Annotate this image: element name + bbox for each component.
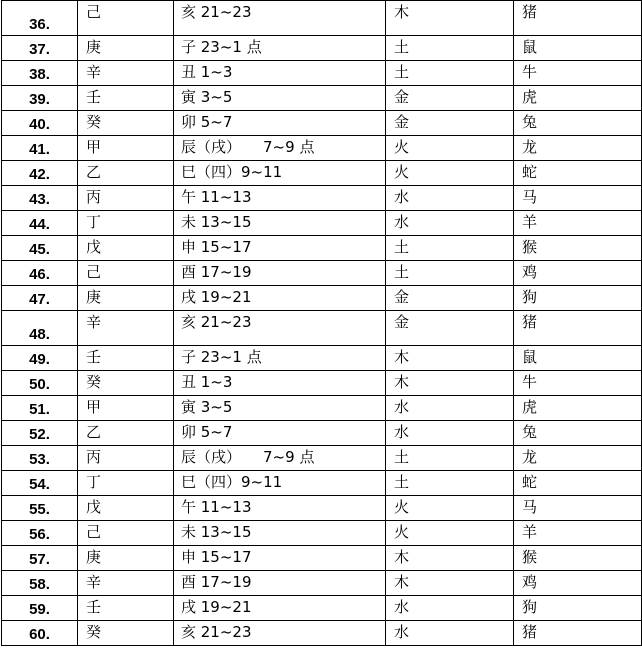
branch-hours-text: 亥 21~23 <box>181 3 252 21</box>
element-cell: 金 <box>386 286 514 311</box>
branch-hours-text: 辰（戌） <box>181 448 242 466</box>
branch-hours-cell <box>174 186 386 211</box>
heavenly-stem-cell: 丁 <box>78 211 174 236</box>
branch-hours-cell <box>174 311 386 346</box>
branch-hours-extra: 7~9 点 <box>263 448 315 466</box>
branch-hours-text: 酉 17~19 <box>181 263 252 281</box>
table-row <box>2 211 642 236</box>
heavenly-stem-cell: 癸 <box>78 621 174 646</box>
row-number: 59. <box>2 596 78 621</box>
zodiac-animal-cell: 狗 <box>514 596 642 621</box>
table-row <box>2 161 642 186</box>
branch-hours-cell <box>174 621 386 646</box>
branch-hours-text: 未 13~15 <box>181 523 252 541</box>
heavenly-stem-cell: 癸 <box>78 111 174 136</box>
element-cell: 水 <box>386 396 514 421</box>
branch-hours-text: 辰（戌） <box>181 138 242 156</box>
branch-hours-text: 午 11~13 <box>181 498 252 516</box>
zodiac-animal-cell: 猴 <box>514 546 642 571</box>
heavenly-stem-cell: 戊 <box>78 496 174 521</box>
heavenly-stem-cell: 庚 <box>78 286 174 311</box>
branch-hours-cell <box>174 161 386 186</box>
row-number: 55. <box>2 496 78 521</box>
table-row <box>2 471 642 496</box>
branch-hours-cell <box>174 346 386 371</box>
table-row <box>2 111 642 136</box>
branch-hours-extra: 7~9 点 <box>263 138 315 156</box>
zodiac-animal-cell: 兔 <box>514 421 642 446</box>
element-cell: 土 <box>386 471 514 496</box>
zodiac-animal-cell: 马 <box>514 186 642 211</box>
heavenly-stem-cell: 壬 <box>78 346 174 371</box>
table-body <box>2 1 642 646</box>
row-number: 49. <box>2 346 78 371</box>
row-number: 56. <box>2 521 78 546</box>
branch-hours-text: 亥 21~23 <box>181 313 252 331</box>
heavenly-stem-cell: 甲 <box>78 396 174 421</box>
branch-hours-cell <box>174 136 386 161</box>
table-row <box>2 36 642 61</box>
branch-hours-cell <box>174 446 386 471</box>
branch-hours-cell <box>174 286 386 311</box>
branch-hours-text: 丑 1~3 <box>181 373 233 391</box>
heavenly-stem-cell: 己 <box>78 261 174 286</box>
heavenly-stem-cell: 癸 <box>78 371 174 396</box>
row-number: 50. <box>2 371 78 396</box>
zodiac-animal-cell: 蛇 <box>514 161 642 186</box>
branch-hours-text: 卯 5~7 <box>181 113 233 131</box>
row-number: 37. <box>2 36 78 61</box>
heavenly-stem-cell: 辛 <box>78 61 174 86</box>
heavenly-stem-cell: 辛 <box>78 311 174 346</box>
branch-hours-text: 申 15~17 <box>181 238 252 256</box>
branch-hours-cell <box>174 571 386 596</box>
heavenly-stem-cell: 壬 <box>78 596 174 621</box>
element-cell: 火 <box>386 496 514 521</box>
heavenly-stem-cell: 庚 <box>78 546 174 571</box>
table-row <box>2 496 642 521</box>
branch-hours-text: 子 23~1 点 <box>181 38 262 56</box>
row-number: 42. <box>2 161 78 186</box>
row-number: 39. <box>2 86 78 111</box>
element-cell: 土 <box>386 446 514 471</box>
row-number: 47. <box>2 286 78 311</box>
zodiac-animal-cell: 鼠 <box>514 346 642 371</box>
row-number: 41. <box>2 136 78 161</box>
row-number: 38. <box>2 61 78 86</box>
branch-hours-text: 丑 1~3 <box>181 63 233 81</box>
zodiac-animal-cell: 虎 <box>514 396 642 421</box>
branch-hours-text: 寅 3~5 <box>181 398 233 416</box>
element-cell: 土 <box>386 236 514 261</box>
zodiac-animal-cell: 兔 <box>514 111 642 136</box>
branch-hours-cell <box>174 236 386 261</box>
zodiac-animal-cell: 虎 <box>514 86 642 111</box>
branch-hours-text: 卯 5~7 <box>181 423 233 441</box>
table-row <box>2 346 642 371</box>
branch-hours-cell <box>174 86 386 111</box>
zodiac-animal-cell: 龙 <box>514 136 642 161</box>
table-row <box>2 521 642 546</box>
element-cell: 木 <box>386 371 514 396</box>
zodiac-animal-cell: 羊 <box>514 211 642 236</box>
heavenly-stem-cell: 丁 <box>78 471 174 496</box>
element-cell: 火 <box>386 136 514 161</box>
branch-hours-cell <box>174 261 386 286</box>
branch-hours-text: 寅 3~5 <box>181 88 233 106</box>
table-row <box>2 546 642 571</box>
zodiac-animal-cell: 猴 <box>514 236 642 261</box>
element-cell: 水 <box>386 211 514 236</box>
table-row <box>2 571 642 596</box>
branch-hours-cell <box>174 36 386 61</box>
branch-hours-cell <box>174 596 386 621</box>
branch-hours-cell <box>174 471 386 496</box>
row-number: 40. <box>2 111 78 136</box>
heavenly-stem-cell: 己 <box>78 1 174 36</box>
branch-hours-cell <box>174 546 386 571</box>
branch-hours-text: 酉 17~19 <box>181 573 252 591</box>
table-row <box>2 596 642 621</box>
row-number: 54. <box>2 471 78 496</box>
sexagenary-table <box>1 0 642 646</box>
element-cell: 水 <box>386 421 514 446</box>
table-row <box>2 286 642 311</box>
row-number: 46. <box>2 261 78 286</box>
zodiac-animal-cell: 猪 <box>514 311 642 346</box>
heavenly-stem-cell: 丙 <box>78 186 174 211</box>
table-row <box>2 186 642 211</box>
heavenly-stem-cell: 乙 <box>78 421 174 446</box>
branch-hours-text: 巳（四）9~11 <box>181 473 283 491</box>
table-row <box>2 371 642 396</box>
zodiac-animal-cell: 猪 <box>514 621 642 646</box>
heavenly-stem-cell: 乙 <box>78 161 174 186</box>
element-cell: 金 <box>386 86 514 111</box>
element-cell: 火 <box>386 521 514 546</box>
branch-hours-text: 戌 19~21 <box>181 288 252 306</box>
table-row <box>2 86 642 111</box>
element-cell: 木 <box>386 346 514 371</box>
element-cell: 木 <box>386 546 514 571</box>
branch-hours-cell <box>174 61 386 86</box>
table-row <box>2 261 642 286</box>
branch-hours-text: 巳（四）9~11 <box>181 163 283 181</box>
element-cell: 土 <box>386 261 514 286</box>
zodiac-animal-cell: 羊 <box>514 521 642 546</box>
branch-hours-cell <box>174 496 386 521</box>
zodiac-animal-cell: 牛 <box>514 371 642 396</box>
element-cell: 火 <box>386 161 514 186</box>
zodiac-animal-cell: 蛇 <box>514 471 642 496</box>
zodiac-animal-cell: 鸡 <box>514 571 642 596</box>
heavenly-stem-cell: 戊 <box>78 236 174 261</box>
row-number: 60. <box>2 621 78 646</box>
heavenly-stem-cell: 己 <box>78 521 174 546</box>
element-cell: 水 <box>386 596 514 621</box>
table-row <box>2 61 642 86</box>
row-number: 44. <box>2 211 78 236</box>
heavenly-stem-cell: 壬 <box>78 86 174 111</box>
branch-hours-cell <box>174 421 386 446</box>
element-cell: 金 <box>386 111 514 136</box>
branch-hours-cell <box>174 211 386 236</box>
branch-hours-cell <box>174 521 386 546</box>
element-cell: 木 <box>386 571 514 596</box>
element-cell: 木 <box>386 1 514 36</box>
table-row <box>2 621 642 646</box>
row-number: 51. <box>2 396 78 421</box>
zodiac-animal-cell: 牛 <box>514 61 642 86</box>
table-row <box>2 446 642 471</box>
branch-hours-text: 戌 19~21 <box>181 598 252 616</box>
branch-hours-text: 午 11~13 <box>181 188 252 206</box>
zodiac-animal-cell: 鸡 <box>514 261 642 286</box>
branch-hours-cell <box>174 111 386 136</box>
table-row <box>2 236 642 261</box>
heavenly-stem-cell: 庚 <box>78 36 174 61</box>
row-number: 58. <box>2 571 78 596</box>
zodiac-animal-cell: 鼠 <box>514 36 642 61</box>
zodiac-animal-cell: 猪 <box>514 1 642 36</box>
row-number: 52. <box>2 421 78 446</box>
table-row <box>2 136 642 161</box>
element-cell: 土 <box>386 61 514 86</box>
row-number: 48. <box>2 311 78 346</box>
heavenly-stem-cell: 丙 <box>78 446 174 471</box>
branch-hours-text: 亥 21~23 <box>181 623 252 641</box>
zodiac-animal-cell: 马 <box>514 496 642 521</box>
branch-hours-cell <box>174 1 386 36</box>
zodiac-animal-cell: 狗 <box>514 286 642 311</box>
row-number: 36. <box>2 1 78 36</box>
row-number: 57. <box>2 546 78 571</box>
heavenly-stem-cell: 辛 <box>78 571 174 596</box>
branch-hours-text: 子 23~1 点 <box>181 348 262 366</box>
element-cell: 水 <box>386 186 514 211</box>
table-row <box>2 1 642 36</box>
table-row <box>2 396 642 421</box>
table-row <box>2 311 642 346</box>
zodiac-animal-cell: 龙 <box>514 446 642 471</box>
branch-hours-cell <box>174 371 386 396</box>
table-row <box>2 421 642 446</box>
heavenly-stem-cell: 甲 <box>78 136 174 161</box>
element-cell: 水 <box>386 621 514 646</box>
row-number: 53. <box>2 446 78 471</box>
element-cell: 土 <box>386 36 514 61</box>
branch-hours-text: 未 13~15 <box>181 213 252 231</box>
element-cell: 金 <box>386 311 514 346</box>
branch-hours-cell <box>174 396 386 421</box>
branch-hours-text: 申 15~17 <box>181 548 252 566</box>
row-number: 45. <box>2 236 78 261</box>
row-number: 43. <box>2 186 78 211</box>
